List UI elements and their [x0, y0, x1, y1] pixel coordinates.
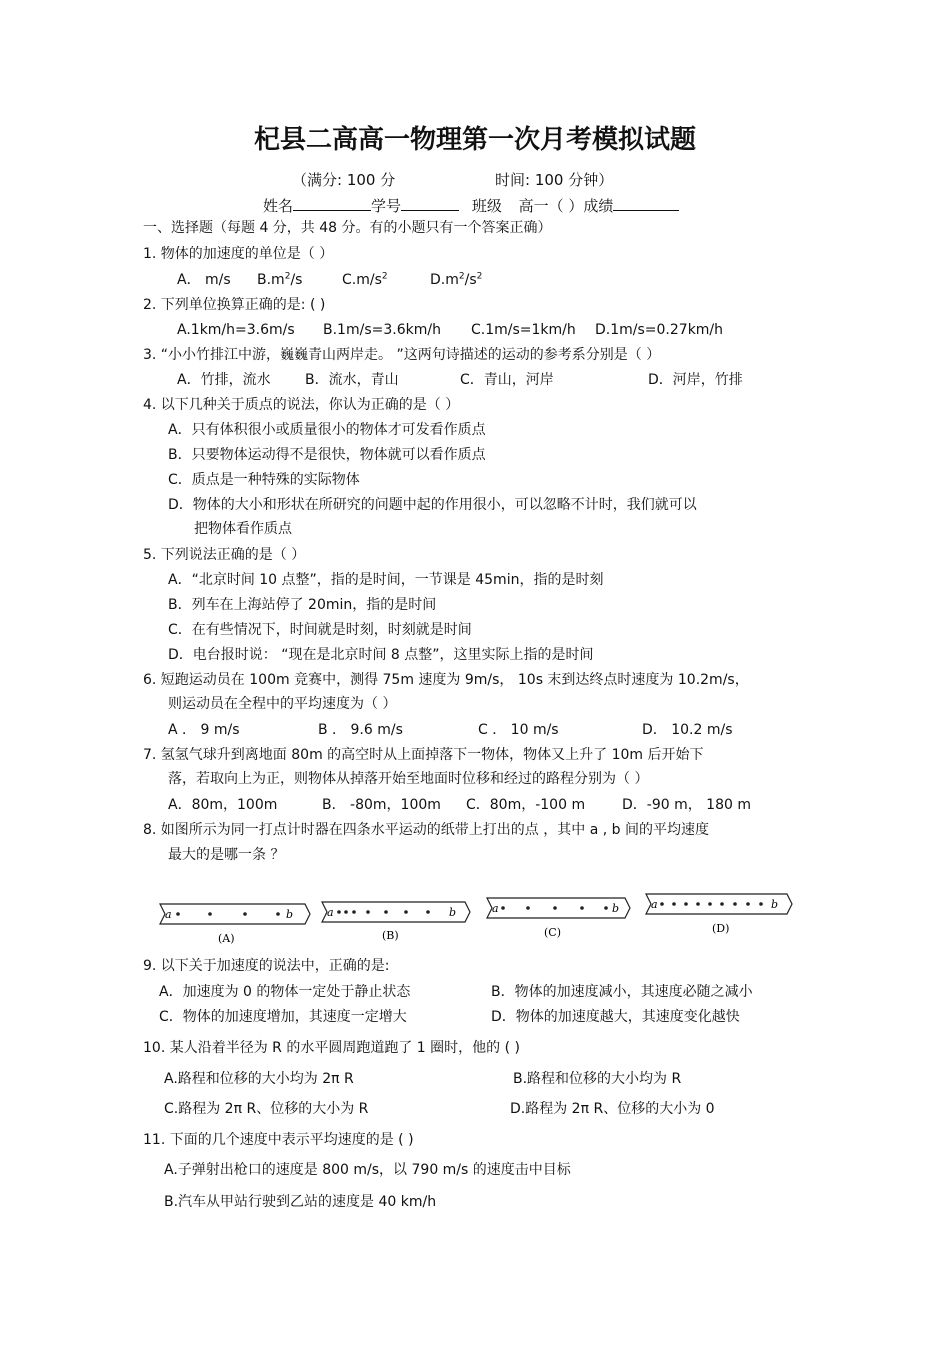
q3-stem: 3. “小小竹排江中游，巍巍青山两岸走。 ”这两句诗描述的运动的参考系分别是（ ） — [143, 347, 661, 363]
q4-stem: 4. 以下几种关于质点的说法，你认为正确的是（ ） — [143, 397, 460, 413]
q5-option-d: D．电台报时说： “现在是北京时间 8 点整”，这里实际上指的是时间 — [168, 647, 594, 663]
tape-c-caption: (C) — [544, 926, 561, 939]
q7-option-a: A．80m，100m — [168, 797, 278, 813]
q1-option-a: A． m/s — [177, 272, 231, 288]
q10-option-a: A.路程和位移的大小均为 2π R — [164, 1071, 354, 1087]
tape-a-caption: (A) — [218, 932, 235, 945]
id-blank[interactable] — [401, 195, 459, 211]
q5-option-b: B．列车在上海站停了 20min，指的是时间 — [168, 597, 437, 613]
grade-field: 高一（ ） — [518, 197, 584, 215]
q7-stem: 7. 氢氢气球升到离地面 80m 的高空时从上面掉落下一物体，物体又上升了 10m 后开始下 — [143, 747, 704, 763]
q9-option-b: B．物体的加速度减小，其速度必随之减小 — [491, 984, 753, 1000]
q1-stem: 1. 物体的加速度的单位是（ ） — [143, 246, 334, 262]
q2-option-d: D.1m/s=0.27km/h — [595, 322, 724, 338]
tape-d-label-a: a — [651, 898, 658, 911]
tape-b-dots — [337, 910, 430, 914]
name-blank[interactable] — [293, 195, 371, 211]
q5-option-a: A．“北京时间 10 点整”，指的是时间，一节课是 45min，指的是时刻 — [168, 572, 604, 588]
tape-a-label-a: a — [165, 908, 172, 921]
paper-tape-figure — [150, 886, 810, 946]
q9-option-a: A．加速度为 0 的物体一定处于静止状态 — [159, 984, 411, 1000]
q2-option-a: A.1km/h=3.6m/s — [177, 322, 295, 338]
q10-stem: 10. 某人沿着半径为 R 的水平圆周跑道跑了 1 圈时，他的 ( ) — [143, 1040, 520, 1056]
q7-option-d: D．-90 m， 180 m — [622, 797, 751, 813]
q3-option-b: B．流水，青山 — [305, 372, 399, 388]
q9-stem: 9. 以下关于加速度的说法中，正确的是: — [143, 958, 390, 974]
q6-option-d: D． 10.2 m/s — [642, 722, 733, 738]
tape-a-label-b: b — [286, 908, 294, 921]
q4-option-c: C．质点是一种特殊的实际物体 — [168, 472, 360, 488]
tape-a-dots — [176, 912, 280, 916]
tape-d-dots — [660, 902, 763, 906]
q4-option-d: D．物体的大小和形状在所研究的问题中起的作用很小，可以忽略不计时，我们就可以 — [168, 497, 697, 513]
tape-d-caption: (D) — [712, 922, 730, 935]
q6-stem-cont: 则运动员在全程中的平均速度为（ ） — [168, 696, 397, 712]
q10-option-c: C.路程为 2π R、位移的大小为 R — [164, 1101, 369, 1117]
result-label: 成绩 — [583, 197, 614, 215]
q8-stem: 8. 如图所示为同一打点计时器在四条水平运动的纸带上打出的点 ，其中 a , b 间的平均速度 — [143, 822, 709, 838]
q5-stem: 5. 下列说法正确的是（ ） — [143, 547, 306, 563]
q2-option-b: B.1m/s=3.6km/h — [323, 322, 441, 338]
q3-option-d: D．河岸，竹排 — [648, 372, 743, 388]
tape-c-label-a: a — [492, 902, 499, 915]
tape-b-label-b: b — [449, 906, 457, 919]
page-title: 杞县二高高一物理第一次月考模拟试题 — [253, 125, 696, 155]
q1-option-d: $D.m^2/s^2$ — [430, 271, 483, 288]
q1-option-c: $C.m/s^2$ — [342, 271, 388, 288]
q6-option-c: C ． 10 m/s — [478, 722, 559, 738]
tape-c-dots — [501, 906, 608, 910]
tape-c-label-b: b — [612, 902, 620, 915]
tape-b — [322, 902, 470, 942]
q7-option-c: C．80m，-100 m — [466, 797, 586, 813]
tape-c — [487, 898, 630, 939]
q2-option-c: C.1m/s=1km/h — [471, 322, 576, 338]
exam-time: 时间: 100 分钟） — [495, 171, 614, 189]
q4-option-a: A．只有体积很小或质量很小的物体才可发看作质点 — [168, 422, 486, 438]
q9-option-c: C．物体的加速度增加，其速度一定增大 — [159, 1009, 407, 1025]
result-blank[interactable] — [613, 195, 679, 211]
q10-option-d: D.路程为 2π R、位移的大小为 0 — [510, 1101, 715, 1117]
q5-option-c: C．在有些情况下，时间就是时刻，时刻就是时间 — [168, 622, 472, 638]
full-score: （满分: 100 分 — [292, 171, 396, 189]
q6-option-b: B ． 9.6 m/s — [318, 722, 403, 738]
q3-option-a: A．竹排，流水 — [177, 372, 271, 388]
q4-option-d-cont: 把物体看作质点 — [194, 521, 292, 537]
name-label: 姓名 — [263, 197, 294, 215]
q4-option-b: B．只要物体运动得不是很快，物体就可以看作质点 — [168, 447, 486, 463]
q2-stem: 2. 下列单位换算正确的是: ( ) — [143, 297, 326, 313]
q11-option-a: A.子弹射出枪口的速度是 800 m/s，以 790 m/s 的速度击中目标 — [164, 1162, 571, 1178]
tape-b-caption: (B) — [382, 929, 399, 942]
section-heading: 一、选择题（每题 4 分，共 48 分。有的小题只有一个答案正确） — [143, 220, 552, 236]
student-info-row — [263, 195, 679, 216]
q11-stem: 11. 下面的几个速度中表示平均速度的是 ( ) — [143, 1132, 414, 1148]
class-label: 班级 — [471, 197, 502, 215]
q6-stem: 6. 短跑运动员在 100m 竞赛中，测得 75m 速度为 9m/s， 10s 末到达终点时速度为 10.2m/s， — [143, 672, 749, 688]
id-label: 学号 — [371, 197, 402, 215]
q10-option-b: B.路程和位移的大小均为 R — [513, 1071, 682, 1087]
q7-option-b: B． -80m，100m — [322, 797, 441, 813]
tape-b-label-a: a — [327, 906, 334, 919]
q7-stem-cont: 落，若取向上为正，则物体从掉落开始至地面时位移和经过的路程分别为（ ） — [168, 771, 649, 787]
tape-a — [160, 904, 310, 945]
q9-option-d: D．物体的加速度越大，其速度变化越快 — [491, 1009, 740, 1025]
tape-d-label-b: b — [771, 898, 779, 911]
q3-option-c: C．青山，河岸 — [460, 372, 554, 388]
q1-option-b: $B.m^2/s$ — [257, 271, 303, 288]
q11-option-b: B.汽车从甲站行驶到乙站的速度是 40 km/h — [164, 1194, 437, 1210]
q8-stem-cont: 最大的是哪一条 ？ — [168, 847, 285, 863]
q6-option-a: A ． 9 m/s — [168, 722, 240, 738]
tape-d — [646, 894, 792, 935]
